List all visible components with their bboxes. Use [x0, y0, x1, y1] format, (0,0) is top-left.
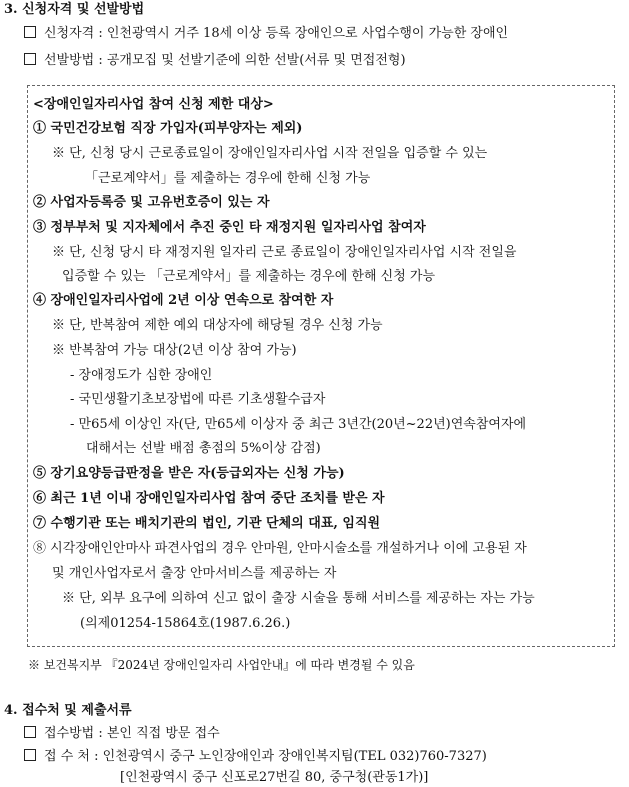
- section3-item-qualification: [24, 25, 508, 43]
- restriction-item-8-note2: (의제01254-15864호(1987.6.26.): [80, 616, 291, 631]
- item-number: ⑧: [33, 541, 51, 556]
- restriction-item-1-note2: 「근로계약서」를 제출하는 경우에 한해 신청 가능: [85, 171, 371, 186]
- item-number: ③: [33, 220, 51, 235]
- method-text: 접수방법 : 본인 직접 방문 접수: [44, 726, 220, 741]
- restriction-item-2-text: 사업자등록증 및 고유번호증이 있는 자: [50, 195, 270, 210]
- restriction-item-5: [33, 465, 345, 483]
- restriction-item-8-text: 시각장애인안마사 파견사업의 경우 안마원, 안마시술소를 개설하거나 이에 고용된 자: [50, 541, 527, 556]
- checkbox-icon: [24, 53, 36, 65]
- restriction-item-1-note1: ※ 단, 신청 당시 근로종료일이 장애인일자리사업 시작 전일을 입증할 수 있는: [52, 146, 488, 161]
- restriction-item-4: [33, 292, 333, 310]
- section4-address: [인천광역시 중구 신포로27번길 80, 중구청(관동1가)]: [120, 770, 429, 785]
- checkbox-icon: [24, 726, 36, 738]
- restriction-item-4-sub3a: - 만65세 이상인 자(단, 만65세 이상자 중 최근 3년간(20년~22년)연속참여자에: [70, 417, 527, 432]
- restriction-item-4-note2: ※ 반복참여 가능 대상(2년 이상 참여 가능): [52, 343, 297, 358]
- restriction-item-4-sub1: - 장애정도가 심한 장애인: [70, 368, 213, 383]
- qualification-text: 신청자격 : 인천광역시 거주 18세 이상 등록 장애인으로 사업수행이 가능한 장애인: [44, 26, 509, 41]
- section4-title: 4. 접수처 및 제출서류: [4, 703, 132, 718]
- restriction-item-8-note1: ※ 단, 외부 요구에 의하여 신고 없이 출장 시술을 통해 서비스를 제공하는 자는 가능: [62, 591, 535, 606]
- restriction-item-3-note1: ※ 단, 신청 당시 타 재정지원 일자리 근로 종료일이 장애인일자리사업 시작 전일을: [52, 245, 517, 260]
- checkbox-icon: [24, 749, 36, 761]
- restriction-item-4-text: 장애인일자리사업에 2년 이상 연속으로 참여한 자: [50, 293, 334, 308]
- checkbox-icon: [24, 26, 36, 38]
- item-number: ②: [33, 195, 51, 210]
- restriction-item-3-note2: 입증할 수 있는 「근로계약서」를 제출하는 경우에 한해 신청 가능: [62, 269, 436, 284]
- item-number: ①: [33, 121, 51, 136]
- restriction-item-8: [33, 540, 527, 558]
- restriction-item-5-text: 장기요양등급판정을 받은 자(등급외자는 신청 가능): [50, 466, 345, 481]
- item-number: ⑤: [33, 466, 51, 481]
- restriction-item-4-sub3b: 대해서는 선발 배점 총점의 5%이상 감점): [86, 441, 321, 456]
- item-number: ⑥: [33, 491, 51, 506]
- section4-item-method: [24, 725, 220, 743]
- place-text: 접 수 처 : 인천광역시 중구 노인장애인과 장애인복지팀(TEL 032)760-7327): [44, 749, 487, 764]
- restriction-item-6: [33, 490, 385, 508]
- restriction-item-3: [33, 219, 426, 237]
- item-number: ⑦: [33, 516, 51, 531]
- restriction-item-7-text: 수행기관 또는 배치기관의 법인, 기관 단체의 대표, 임직원: [50, 516, 381, 531]
- item-number: ④: [33, 293, 51, 308]
- restriction-heading: <장애인일자리사업 참여 신청 제한 대상>: [33, 97, 274, 112]
- selection-text: 선발방법 : 공개모집 및 선발기준에 의한 선발(서류 및 면접전형): [44, 53, 406, 68]
- restriction-item-4-note1: ※ 단, 반복참여 제한 예외 대상자에 해당될 경우 신청 가능: [52, 318, 383, 333]
- section4-item-place: [24, 748, 487, 766]
- footnote: ※ 보건복지부 『2024년 장애인일자리 사업안내』에 따라 변경될 수 있음: [28, 658, 415, 672]
- restriction-item-1-text: 국민건강보험 직장 가입자(피부양자는 제외): [50, 121, 303, 136]
- restriction-item-8-line2: 및 개인사업자로서 출장 안마서비스를 제공하는 자: [52, 566, 337, 581]
- restriction-item-3-text: 정부부처 및 지자체에서 추진 중인 타 재정지원 일자리사업 참여자: [50, 220, 426, 235]
- restriction-item-1: [33, 120, 302, 138]
- section3-item-selection: [24, 52, 406, 70]
- restriction-item-2: [33, 194, 270, 212]
- restriction-item-6-text: 최근 1년 이내 장애인일자리사업 참여 중단 조치를 받은 자: [50, 491, 385, 506]
- restriction-item-7: [33, 515, 380, 533]
- section3-title: 3. 신청자격 및 선발방법: [4, 2, 145, 17]
- restriction-item-4-sub2: - 국민생활기초보장법에 따른 기초생활수급자: [70, 392, 326, 407]
